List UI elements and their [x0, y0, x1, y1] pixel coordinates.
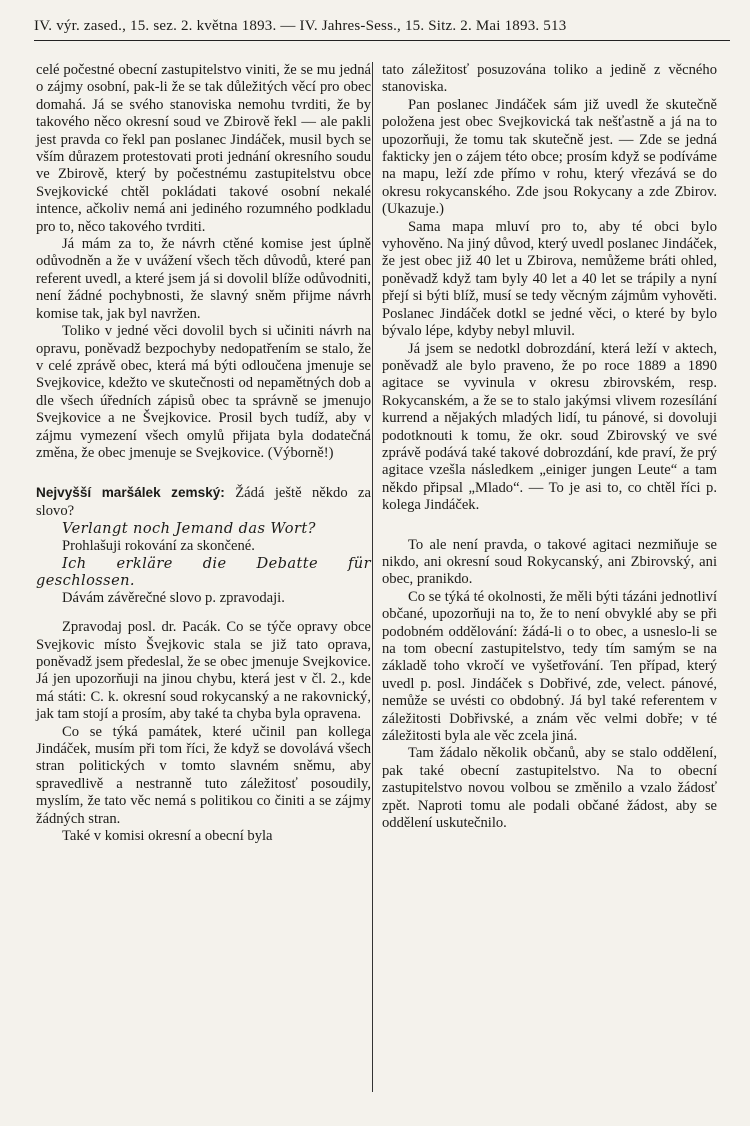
- paragraph: Já jsem se nedotkl dobrozdání, která leží v aktech, poněvadž ale bylo praveno, že po roce 1889 a 1890 agitace se vyvinula v okresu zbirovském, resp. Rokycanském, a že se to stalo jakýmsi vlivem rozesílání kurrend a nějakých mladých lidí, tu pánové, si dovoluji podotknouti k tomu, že okr. soud Zbirovský ve své zprávě podává také takové dobrozdání, kde praví, že prý agitace vzešla následkem „einiger jungen Leute“ a tam někdo připsal „Mlado“. — To je asi to, co chtěl říci p. kolega Jindáček.: [382, 340, 717, 514]
- german-line: Ich erkläre die Debatte für geschlossen.: [36, 554, 371, 590]
- left-column: [36, 62, 371, 845]
- paragraph: tato záležitosť posuzována toliko a jedině z věcného stanoviska.: [382, 62, 717, 96]
- right-column: [382, 62, 717, 832]
- speaker-name: Nejvyšší maršálek zemský:: [36, 485, 225, 501]
- paragraph: Dávám závěrečné slovo p. zpravodaji.: [62, 589, 285, 606]
- paragraph: Prohlašuji rokování za skončené.: [62, 537, 255, 554]
- paragraph: Co se týká památek, které učinil pan kollega Jindáček, musím při tom říci, že když se dovolává všech stran politických v tomto slavném sněmu, aby spravedlivě a nestranně tuto záležitosť posoudily, myslím, že tato věc nemá s politikou co činiti a se zájmy žádných stran.: [36, 723, 371, 827]
- speaker-paragraph: [36, 484, 371, 520]
- paragraph: Zpravodaj posl. dr. Pacák. Co se týče opravy obce Svejkovic místo Švejkovic stala se již tato oprava, poněvadž jsem předeslal, že se obec jmenuje Svejkovice. Já jen upozorňuji na jinou chybu, která jest v čl. 2., kde má státi: C. k. okresní soud rokycanský a ne rakovnický, jak tam stojí a prosím, aby také ta chyba byla opravena.: [36, 619, 371, 723]
- paragraph: Tam žádalo několik občanů, aby se stalo oddělení, pak také obecní zastupitelstvo. Na to obecní zastupitelstvo novou volbou se změnilo a vzalo žádosť zpět. Naproti tomu ale podali občané žádost, aby se oddělení uskutečnilo.: [382, 745, 717, 832]
- paragraph: Sama mapa mluví pro to, aby té obci bylo vyhověno. Na jiný důvod, který uvedl poslanec Jindáček, že jest obec již 40 let u Zbirova, nemůžeme bráti ohled, poněvadž když tam byly 40 let a 40 let se trápily a nyní přejí si býti blíž, musí se tedy věcným zájmům vyhověti. Poslanec Jindáček dotkl se jedné věci, o které by bylo bývalo lépe, kdyby nebyl mluvil.: [382, 218, 717, 340]
- paragraph: Toliko v jedné věci dovolil bych si učiniti návrh na opravu, poněvadž bezpochyby nedopatřením se stalo, že v celé zprávě obec, která má býti odloučena jmenuje se Svejkovice, kdežto ve skutečnosti od nepamětných dob a dle všech úředních zápisů obec ta správně se jmenujo Svejkovice a ne Švejkovice. Prosil bych tudíž, aby v zájmu vymezení všech omylů přijata byla dodatečná změna, že obec jmenuje se Svejkovice. (Výborně!): [36, 323, 371, 461]
- paragraph: Já mám za to, že návrh ctěné komise jest úplně odůvodněn a že v uvážení všech těch důvodů, které pan referent uvedl, a které jsem já si dovolil blíže odůvodniti, není žádné pochybnosti, že slavný sněm přijme návrh komise tak, jak byl navržen.: [36, 236, 371, 322]
- page-header: IV. výr. zased., 15. sez. 2. května 1893. — IV. Jahres-Sess., 15. Sitz. 2. Mai 1893. 513: [34, 18, 730, 41]
- speaker-text: Žádá ještě někdo za slovo?: [36, 485, 371, 519]
- paragraph: To ale není pravda, o takové agitaci nezmiňuje se nikdo, ani okresní soud Rokycanský, ani Zbirovský, ani obec, pranikdo.: [382, 536, 717, 588]
- paragraph: Co se týká té okolnosti, že měli býti tázáni jednotliví občané, upozorňuji na to, že to není obvyklé aby se při podobném oddělování: žádá-li o to obec, a usneslo-li se na tom obecní zastupitelstvo, tedy tím samým se na základě toho vkročí ve vyšetřování. Ten případ, který uvedl p. posl. Jindáček s Dobřivé, zde, velect. pánové, nemůže se uvésti co obdobný. Já byl také referentem v záležitosti Dobřivské, a znám věc velmi dobře; v té záležitosti byla ale věc zcela jiná.: [382, 588, 717, 745]
- paragraph: Také v komisi okresní a obecní byla: [62, 828, 273, 845]
- column-divider: [372, 62, 373, 1092]
- german-line: Verlangt noch Jemand das Wort?: [62, 520, 316, 538]
- paragraph: celé počestné obecní zastupitelstvo viniti, že se mu jedná o zájmy osobní, pak-li že se tak důležitých věcí pro obec domahá. Já se svého stanoviska nemohu tvrditi, že by takového něco okresní soud ve Zbirově řekl — ale pakli jest pravda co řekl pan poslanec Jindáček, musil bych se vším důrazem protestovati proti jednání okresního soudu ve Zbirově, který by počestnému zastupitelstvu obce Svejkovické chtěl pokládati takové osobní nekalé intence, ačkoliv nemá ani jediného rozumného podkladu pro to, něco takového tvrditi.: [36, 62, 371, 235]
- paragraph: Pan poslanec Jindáček sám již uvedl že skutečně položena jest obec Svejkovická tak nešťastně a já na to upozorňuji, že tomu tak skutečně jest. — Zde se jedná fakticky jen o zájem této obce; prosím když se podíváme na mapu, leží zde přímo v rohu, který vřezává se do okresu rokycanského. Zde jsou Rokycany a zde Zbirov. (Ukazuje.): [382, 96, 717, 218]
